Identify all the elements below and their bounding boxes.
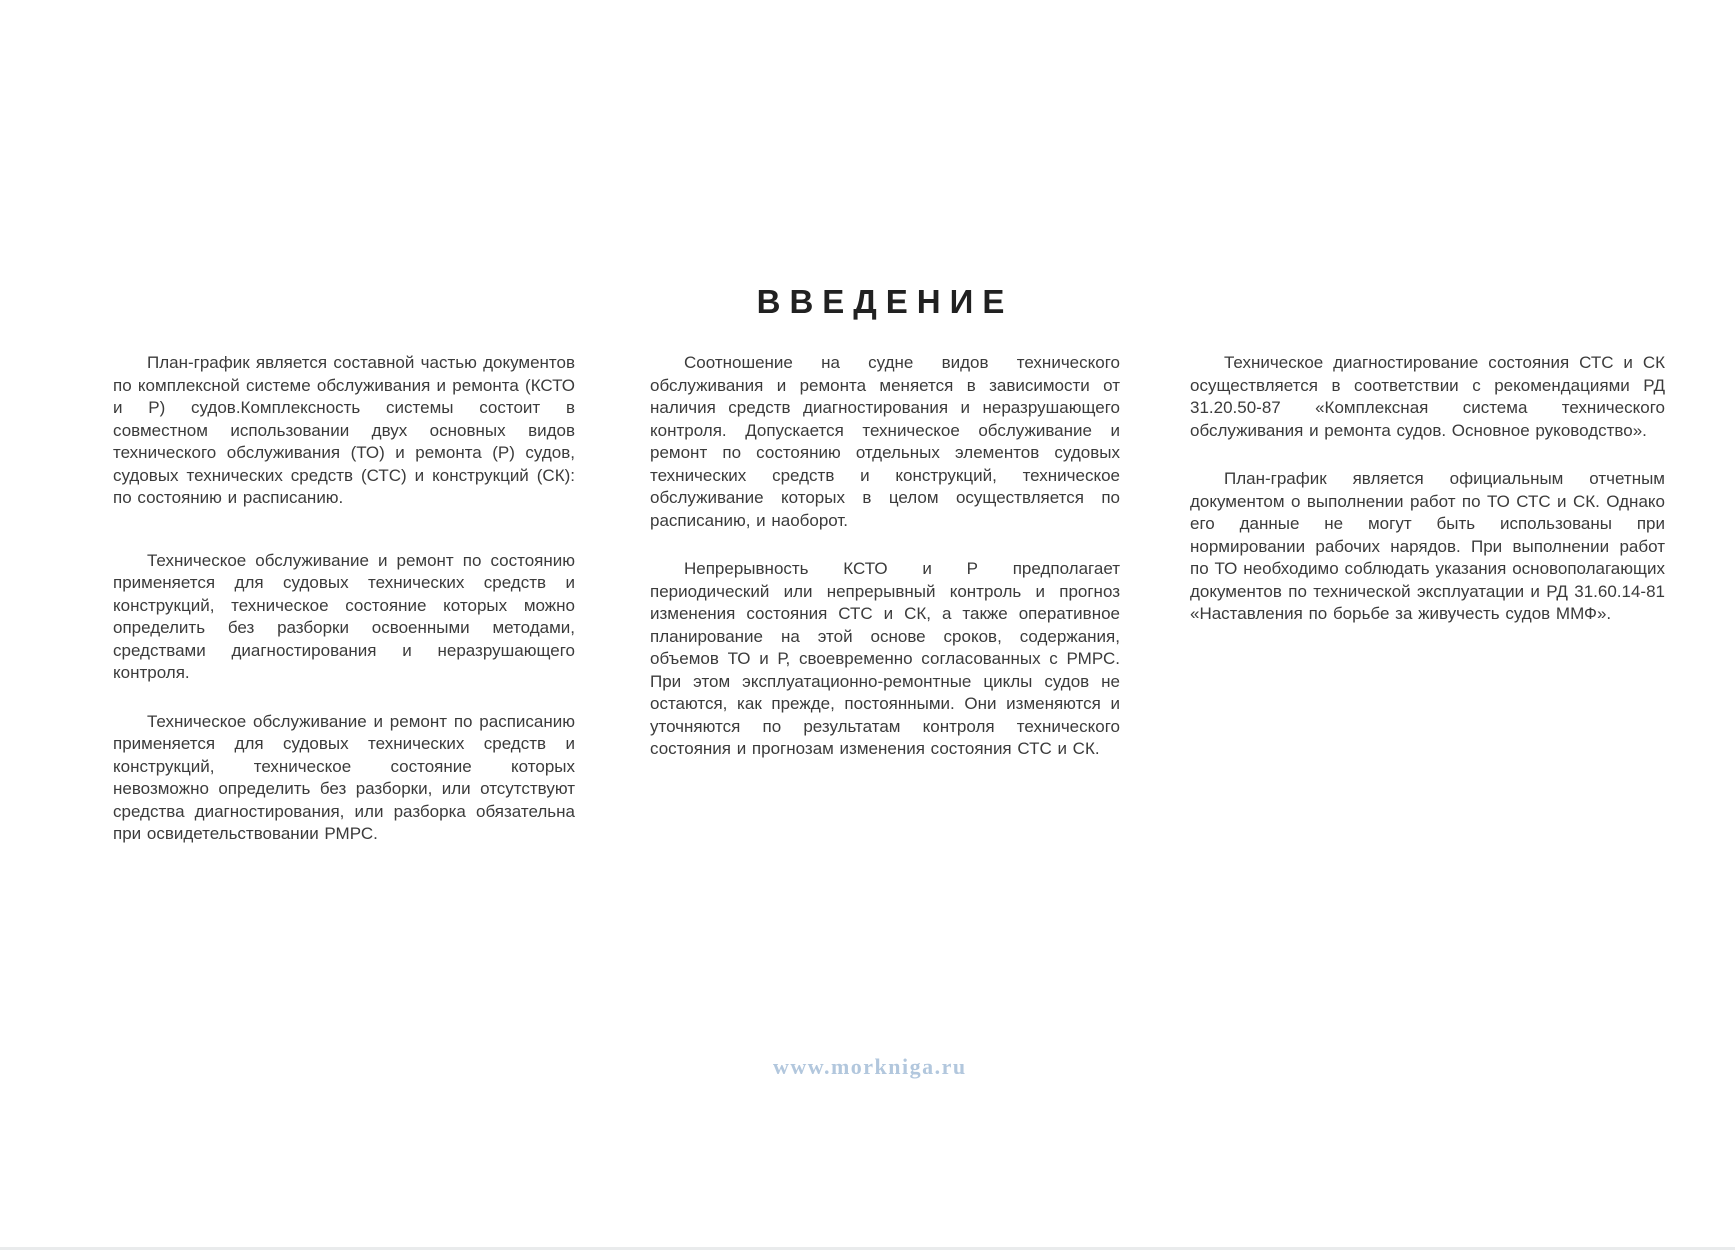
text-column-middle: [650, 352, 1120, 761]
paragraph: План-график является официальным отчетным документом о выполнении работ по ТО СТС и СК. Однако его данные не могут быть использованы при нормировании рабочих нарядов. При выполнении работ по ТО необходимо соблюдать указания основополагающих документов по технической эксплуатации и РД 31.60.14-81 «Наставления по борьбе за живучесть судов ММФ».: [1190, 469, 1665, 623]
paragraph: Техническое диагностирование состояния СТС и СК осуществляется в соответствии с рекомендациями РД 31.20.50-87 «Комплексная система технического обслуживания и ремонта судов. Основное руководство».: [1190, 353, 1665, 440]
paragraph: План-график является составной частью документов по комплексной системе обслуживания и ремонта (КСТО и Р) судов.Комплексность системы состоит в совместном использовании двух основных видов технического обслуживания (ТО) и ремонта (Р) судов, судовых технических средств (СТС) и конструкций (СК): по состоянию и расписанию.: [113, 353, 575, 507]
paragraph: Непрерывность КСТО и Р предполагает периодический или непрерывный контроль и прогноз изменения состояния СТС и СК, а также оперативное планирование на этой основе сроков, содержания, объемов ТО и Р, своевременно согласованных с РМРС. При этом эксплуатационно-ремонтные циклы судов не остаются, как прежде, постоянными. Они изменяются и уточняются по результатам контроля технического состояния и прогнозам изменения состояния СТС и СК.: [650, 559, 1120, 758]
paragraph: Соотношение на судне видов технического обслуживания и ремонта меняется в зависимости от наличия средств диагностирования и неразрушающего контроля. Допускается техническое обслуживание и ремонт по состоянию отдельных элементов судовых технических средств и конструкций, техническое обслуживание которых в целом осуществляется по расписанию, и наоборот.: [650, 353, 1120, 530]
page-title: ВВЕДЕНИЕ: [756, 283, 1014, 320]
paragraph: Техническое обслуживание и ремонт по состоянию применяется для судовых технических средств и конструкций, техническое состояние которых можно определить без разборки освоенными методами, средствами диагностирования и неразрушающего контроля.: [113, 550, 575, 682]
site-watermark: www.morkniga.ru: [773, 1054, 967, 1079]
text-column-right: [1190, 352, 1665, 626]
text-column-left: [113, 352, 575, 846]
paragraph: Техническое обслуживание и ремонт по расписанию применяется для судовых технических средств и конструкций, техническое состояние которых невозможно определить без разборки, или отсутствуют средства диагностирования, или разборка обязательна при освидетельствовании РМРС.: [113, 711, 575, 843]
